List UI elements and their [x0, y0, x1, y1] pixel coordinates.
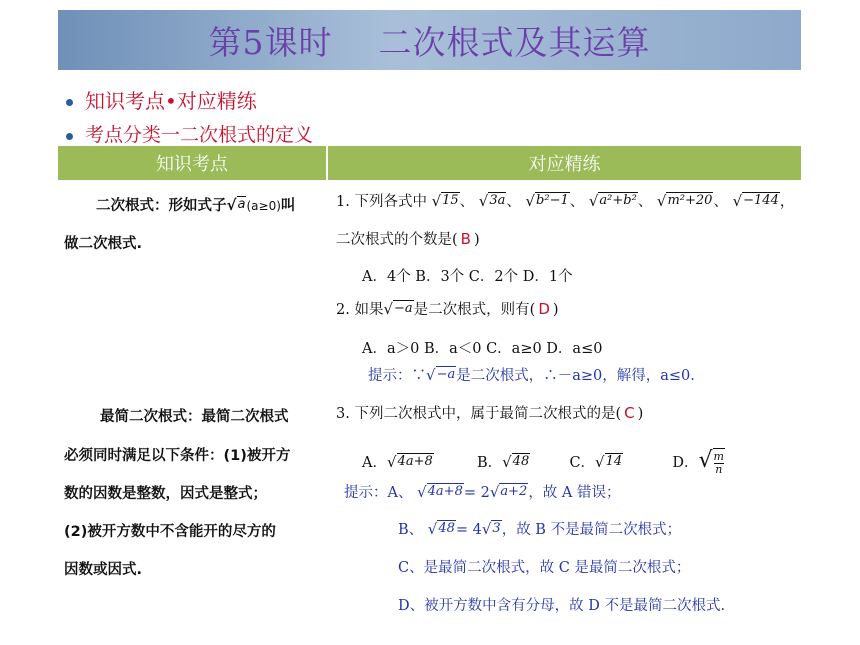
q1-answer: B	[460, 230, 471, 248]
def1-line2: 做二次根式.	[64, 236, 143, 252]
table-header	[58, 146, 801, 180]
hint-b-rad2: √ 3	[481, 520, 501, 538]
q1-rad-2: √ b²−1	[525, 192, 569, 210]
q2-hint: 提示：∵ √ −a 是二次根式，∴－a≥0，解得，a≤0.	[368, 366, 695, 384]
bullet-dot-icon	[66, 133, 73, 140]
sqrt-a: √ a	[226, 196, 246, 214]
def2-line5: 因数或因式.	[64, 562, 143, 578]
q1-rad-0: √ 15	[431, 192, 459, 210]
def1-line1: 二次根式：形如式子 √ a (a≥0)叫	[96, 196, 296, 214]
bullet-text: 考点分类一二次根式的定义	[85, 124, 314, 146]
q3-rad-d: √ $\frac{m}{n}$	[698, 448, 724, 476]
q3-rad-b: √ 48	[502, 453, 530, 471]
hint-b-rad1: √ 48	[427, 520, 455, 538]
q3-answer: C	[624, 404, 635, 422]
q1-rad-3: √ a²+b²	[588, 192, 637, 210]
q1-rad-1: √ 3a	[478, 192, 506, 210]
def2-line3: 数的因数是整数，因式是整式；	[64, 486, 267, 502]
q3-rad-a: √ 4a+8	[386, 453, 433, 471]
bullet-dot-icon	[66, 99, 73, 106]
q3-line1: 3. 下列二次根式中，属于最简二次根式的是( C )	[336, 404, 644, 422]
def2-line1: 最简二次根式：最简二次根式	[100, 409, 289, 425]
bullet-1	[66, 85, 257, 114]
q2-options: A．a＞0 B．a＜0 C．a≥0 D．a≤0	[362, 341, 603, 357]
q1-rad-5: √ −144	[732, 192, 779, 210]
hint-a: 提示：A、 √ 4a+8 = 2 √ a+2 ，故 A 错误；	[344, 483, 621, 501]
def2-line2: 必须同时满足以下条件：(1)被开方	[64, 448, 291, 464]
bullet-text: 知识考点•对应精练	[85, 89, 257, 113]
q1-line2: 二次根式的个数是( B )	[336, 230, 480, 248]
q2-line1: 2. 如果 √ −a 是二次根式，则有( D )	[336, 300, 559, 318]
q3-options: A． √ 4a+8 B． √ 48 C． √ 14 D． √ $\frac{m}{n}$	[362, 448, 724, 476]
q2-answer: D	[538, 300, 550, 318]
hint-b: B、 √ 48 = 4 √ 3 ，故 B 不是最简二次根式；	[398, 520, 682, 538]
hint-a-rad1: √ 4a+8	[417, 483, 463, 501]
header-knowledge: 知识考点	[58, 146, 326, 180]
q3-rad-c: √ 14	[595, 453, 623, 471]
title-bar	[58, 10, 801, 70]
page-title: 第5课时 二次根式及其运算	[208, 22, 651, 62]
q1-line1: 1. 下列各式中 √ 15 、 √ 3a 、 √ b²−1 、 √ a²+b² 、 √ m²+20 、 √ −144 ，	[336, 192, 795, 210]
hint-c: C、是最简二次根式，故 C 是最简二次根式；	[398, 560, 691, 576]
def2-line4: (2)被开方数中不含能开的尽方的	[64, 524, 276, 540]
hint-a-rad2: √ a+2	[489, 483, 528, 501]
hint-d: D、被开方数中含有分母，故 D 不是最简二次根式.	[398, 598, 726, 614]
q2-rad: √ −a	[383, 300, 413, 318]
header-practice: 对应精练	[328, 146, 801, 180]
q1-options: A．4个 B．3个 C．2个 D．1个	[362, 269, 573, 285]
q1-rad-4: √ m²+20	[656, 192, 713, 210]
bullet-2	[66, 120, 313, 147]
q2-hint-rad: √ −a	[426, 366, 456, 384]
